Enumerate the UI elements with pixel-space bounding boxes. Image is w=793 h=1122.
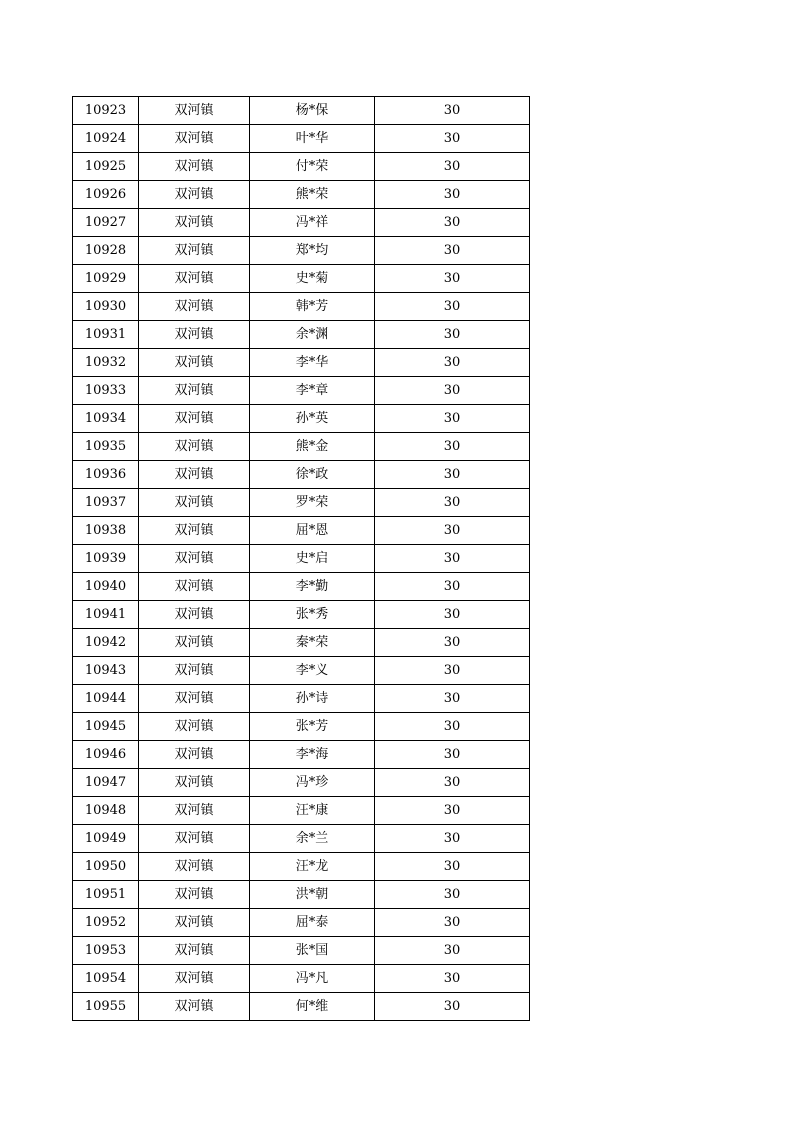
cell-id: 10940 (73, 573, 139, 601)
cell-name: 李*海 (250, 741, 375, 769)
cell-town: 双河镇 (139, 741, 250, 769)
table-row (73, 853, 530, 881)
cell-town: 双河镇 (139, 993, 250, 1021)
cell-name: 李*华 (250, 349, 375, 377)
cell-name: 洪*朝 (250, 881, 375, 909)
table-row (73, 405, 530, 433)
cell-id: 10925 (73, 153, 139, 181)
table-row (73, 545, 530, 573)
cell-id: 10936 (73, 461, 139, 489)
cell-amount: 30 (375, 909, 530, 937)
table-row (73, 909, 530, 937)
cell-amount: 30 (375, 265, 530, 293)
cell-id: 10930 (73, 293, 139, 321)
cell-id: 10950 (73, 853, 139, 881)
cell-name: 冯*珍 (250, 769, 375, 797)
cell-town: 双河镇 (139, 125, 250, 153)
table-row (73, 741, 530, 769)
cell-town: 双河镇 (139, 797, 250, 825)
cell-town: 双河镇 (139, 237, 250, 265)
cell-town: 双河镇 (139, 573, 250, 601)
cell-town: 双河镇 (139, 517, 250, 545)
cell-amount: 30 (375, 321, 530, 349)
cell-id: 10942 (73, 629, 139, 657)
table-row (73, 181, 530, 209)
cell-amount: 30 (375, 517, 530, 545)
table-row (73, 825, 530, 853)
cell-name: 徐*政 (250, 461, 375, 489)
cell-name: 汪*康 (250, 797, 375, 825)
table-row (73, 881, 530, 909)
cell-town: 双河镇 (139, 265, 250, 293)
cell-id: 10923 (73, 97, 139, 125)
table-row (73, 657, 530, 685)
cell-amount: 30 (375, 489, 530, 517)
cell-town: 双河镇 (139, 769, 250, 797)
cell-id: 10947 (73, 769, 139, 797)
cell-id: 10952 (73, 909, 139, 937)
table-row (73, 433, 530, 461)
cell-town: 双河镇 (139, 405, 250, 433)
cell-amount: 30 (375, 881, 530, 909)
cell-id: 10941 (73, 601, 139, 629)
cell-amount: 30 (375, 685, 530, 713)
cell-name: 付*荣 (250, 153, 375, 181)
table-row (73, 965, 530, 993)
cell-town: 双河镇 (139, 825, 250, 853)
table-row (73, 209, 530, 237)
cell-id: 10927 (73, 209, 139, 237)
cell-town: 双河镇 (139, 909, 250, 937)
cell-amount: 30 (375, 769, 530, 797)
cell-town: 双河镇 (139, 209, 250, 237)
cell-amount: 30 (375, 545, 530, 573)
cell-town: 双河镇 (139, 461, 250, 489)
cell-town: 双河镇 (139, 153, 250, 181)
cell-id: 10933 (73, 377, 139, 405)
cell-name: 李*章 (250, 377, 375, 405)
cell-amount: 30 (375, 153, 530, 181)
cell-amount: 30 (375, 237, 530, 265)
cell-name: 孙*诗 (250, 685, 375, 713)
cell-id: 10932 (73, 349, 139, 377)
table-row (73, 321, 530, 349)
table-row (73, 797, 530, 825)
cell-id: 10944 (73, 685, 139, 713)
cell-town: 双河镇 (139, 293, 250, 321)
cell-name: 李*义 (250, 657, 375, 685)
cell-name: 郑*均 (250, 237, 375, 265)
cell-id: 10939 (73, 545, 139, 573)
cell-id: 10951 (73, 881, 139, 909)
cell-town: 双河镇 (139, 601, 250, 629)
table-row (73, 125, 530, 153)
cell-amount: 30 (375, 713, 530, 741)
cell-id: 10931 (73, 321, 139, 349)
cell-name: 余*兰 (250, 825, 375, 853)
cell-name: 韩*芳 (250, 293, 375, 321)
cell-town: 双河镇 (139, 433, 250, 461)
table-row (73, 265, 530, 293)
cell-town: 双河镇 (139, 489, 250, 517)
cell-id: 10926 (73, 181, 139, 209)
cell-id: 10955 (73, 993, 139, 1021)
cell-name: 张*芳 (250, 713, 375, 741)
cell-name: 孙*英 (250, 405, 375, 433)
cell-name: 屈*恩 (250, 517, 375, 545)
cell-id: 10946 (73, 741, 139, 769)
cell-amount: 30 (375, 629, 530, 657)
table-row (73, 993, 530, 1021)
table-row (73, 461, 530, 489)
cell-id: 10945 (73, 713, 139, 741)
cell-name: 汪*龙 (250, 853, 375, 881)
cell-name: 史*启 (250, 545, 375, 573)
cell-amount: 30 (375, 657, 530, 685)
cell-amount: 30 (375, 741, 530, 769)
cell-id: 10937 (73, 489, 139, 517)
cell-id: 10938 (73, 517, 139, 545)
table-row (73, 629, 530, 657)
cell-id: 10934 (73, 405, 139, 433)
cell-id: 10953 (73, 937, 139, 965)
cell-name: 屈*泰 (250, 909, 375, 937)
table-row (73, 685, 530, 713)
cell-name: 李*勤 (250, 573, 375, 601)
table-row (73, 489, 530, 517)
cell-id: 10948 (73, 797, 139, 825)
cell-id: 10949 (73, 825, 139, 853)
cell-amount: 30 (375, 601, 530, 629)
cell-id: 10935 (73, 433, 139, 461)
cell-amount: 30 (375, 405, 530, 433)
cell-name: 叶*华 (250, 125, 375, 153)
cell-amount: 30 (375, 937, 530, 965)
table-row (73, 573, 530, 601)
table-row (73, 349, 530, 377)
cell-name: 杨*保 (250, 97, 375, 125)
cell-name: 何*维 (250, 993, 375, 1021)
cell-town: 双河镇 (139, 181, 250, 209)
cell-town: 双河镇 (139, 685, 250, 713)
roster-table (72, 96, 530, 1021)
cell-amount: 30 (375, 825, 530, 853)
cell-id: 10943 (73, 657, 139, 685)
table-row (73, 293, 530, 321)
cell-amount: 30 (375, 209, 530, 237)
table-row (73, 769, 530, 797)
cell-amount: 30 (375, 293, 530, 321)
cell-town: 双河镇 (139, 853, 250, 881)
cell-name: 张*国 (250, 937, 375, 965)
table-row (73, 601, 530, 629)
cell-amount: 30 (375, 125, 530, 153)
cell-town: 双河镇 (139, 937, 250, 965)
cell-amount: 30 (375, 377, 530, 405)
cell-amount: 30 (375, 433, 530, 461)
cell-id: 10954 (73, 965, 139, 993)
cell-amount: 30 (375, 853, 530, 881)
cell-id: 10928 (73, 237, 139, 265)
cell-town: 双河镇 (139, 321, 250, 349)
cell-town: 双河镇 (139, 377, 250, 405)
cell-name: 冯*祥 (250, 209, 375, 237)
cell-name: 熊*荣 (250, 181, 375, 209)
cell-name: 熊*金 (250, 433, 375, 461)
table-row (73, 937, 530, 965)
cell-id: 10929 (73, 265, 139, 293)
cell-amount: 30 (375, 965, 530, 993)
cell-amount: 30 (375, 349, 530, 377)
cell-town: 双河镇 (139, 881, 250, 909)
cell-town: 双河镇 (139, 965, 250, 993)
table-row (73, 237, 530, 265)
cell-town: 双河镇 (139, 713, 250, 741)
table-row (73, 97, 530, 125)
cell-amount: 30 (375, 797, 530, 825)
cell-town: 双河镇 (139, 545, 250, 573)
cell-town: 双河镇 (139, 349, 250, 377)
table-row (73, 377, 530, 405)
cell-amount: 30 (375, 993, 530, 1021)
cell-name: 冯*凡 (250, 965, 375, 993)
cell-amount: 30 (375, 573, 530, 601)
cell-town: 双河镇 (139, 657, 250, 685)
table-row (73, 153, 530, 181)
cell-id: 10924 (73, 125, 139, 153)
cell-name: 罗*荣 (250, 489, 375, 517)
roster-table-body (73, 97, 530, 1021)
table-row (73, 517, 530, 545)
cell-amount: 30 (375, 97, 530, 125)
cell-amount: 30 (375, 181, 530, 209)
cell-name: 秦*荣 (250, 629, 375, 657)
cell-town: 双河镇 (139, 97, 250, 125)
cell-name: 张*秀 (250, 601, 375, 629)
cell-name: 余*渊 (250, 321, 375, 349)
cell-amount: 30 (375, 461, 530, 489)
table-row (73, 713, 530, 741)
cell-name: 史*菊 (250, 265, 375, 293)
cell-town: 双河镇 (139, 629, 250, 657)
